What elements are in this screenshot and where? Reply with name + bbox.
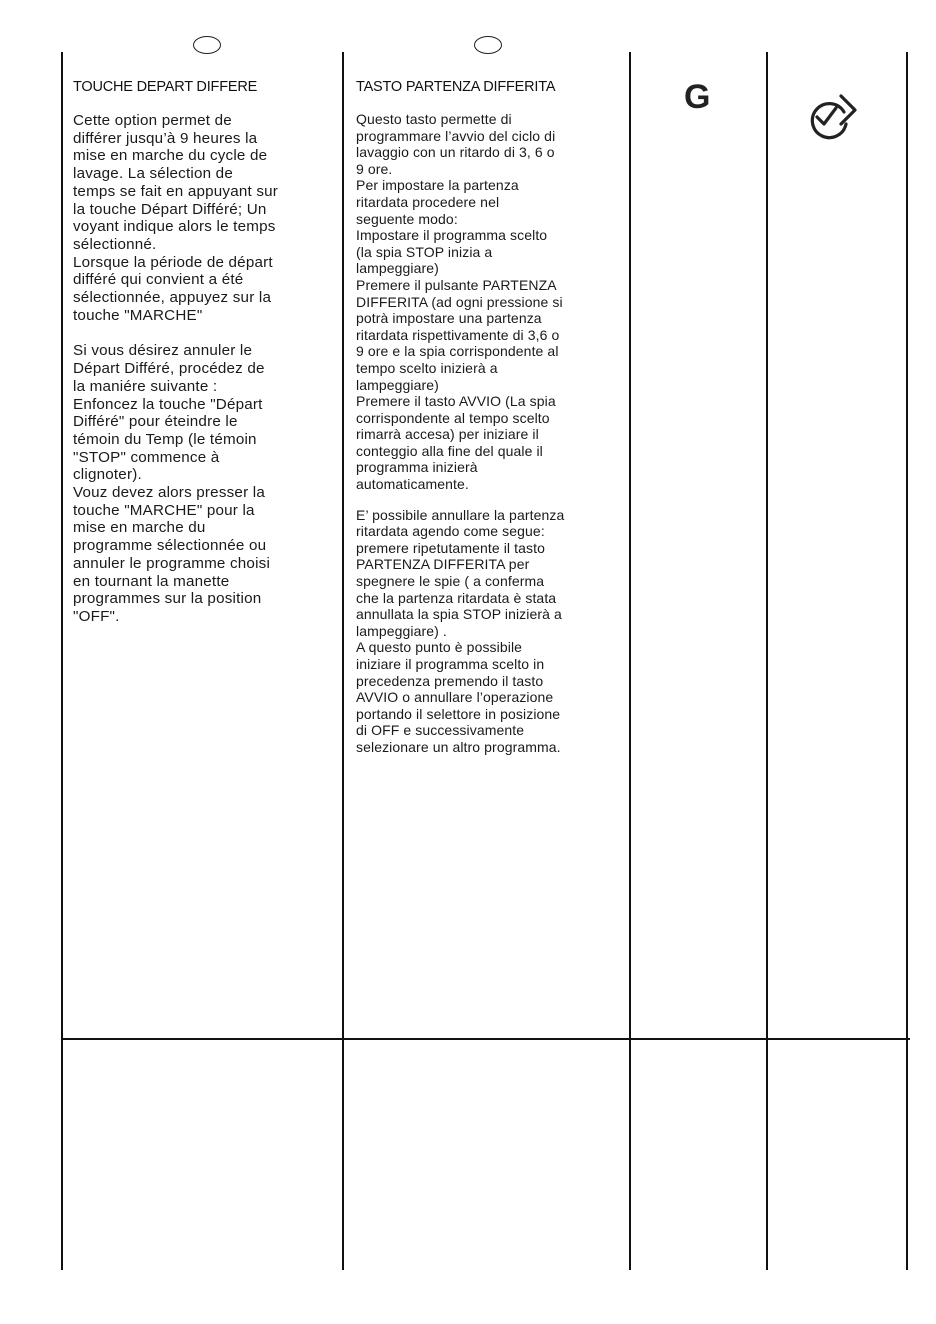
french-paragraph-2: Si vous désirez annuler le Départ Différé, procédez de la maniére suivante : Enfoncez la touche "Départ Différé" pour éteindre le témoin du Temp (le témoin "STOP" commence à clignoter). Vouz devez alors presser la touche "MARCHE" pour la mise en marche du programme sélectionnée ou annuler le programme choisi en tournant la manette programmes sur la position "OFF". xyxy=(73,342,271,625)
reference-letter: G xyxy=(684,78,711,116)
french-column xyxy=(73,79,335,626)
column-divider xyxy=(61,52,63,1270)
italian-column xyxy=(356,79,626,756)
column-divider xyxy=(766,52,768,1270)
french-paragraph-1: Cette option permet de différer jusqu’à 9 heures la mise en marche du cycle de lavage. La sélection de temps se fait en appuyant sur la touche Départ Différé; Un voyant indique alors le temps sélectionné. Lorsque la période de départ différé qui convient a été sélectionnée, appuyez sur la touche "MARCHE" xyxy=(73,112,279,324)
italian-heading: TASTO PARTENZA DIFFERITA xyxy=(356,79,556,95)
italian-paragraph-2: E’ possibile annullare la partenza ritardata agendo come segue: premere ripetutamente il tasto PARTENZA DIFFERITA per spegnere le spie ( a conferma che la partenza ritardata è stata annullata la spia STOP inizierà a lampeggiare) . A questo punto è possibile iniziare il programma scelto in precedenza premendo il tasto AVVIO o annullare l’operazione portando il selettore in posizione di OFF e successivamente selezionare un altro programma. xyxy=(356,506,565,755)
column-divider xyxy=(629,52,631,1270)
language-marker-french xyxy=(193,36,221,54)
italian-paragraph-1: Questo tasto permette di programmare l’avvio del ciclo di lavaggio con un ritardo di 3, 6 o 9 ore. Per impostare la partenza ritardata procedere nel seguente modo: Impostare il programma scelto (la spia STOP inizia a lampeggiare) Premere il pulsante PARTENZA DIFFERITA (ad ogni pressione si potrà impostare una partenza ritardata rispettivamente di 3,6 o 9 ore e la spia corrispondente al tempo scelto inizierà a lampeggiare) Premere il tasto AVVIO (La spia corrispondente al tempo scelto rimarrà accesa) per iniziare il conteggio alla fine del quale il programma inizierà automaticamente. xyxy=(356,111,563,493)
french-heading: TOUCHE DEPART DIFFERE xyxy=(73,79,258,95)
column-divider xyxy=(342,52,344,1270)
delayed-start-timer-icon xyxy=(804,94,860,140)
column-divider xyxy=(906,52,908,1270)
language-marker-italian xyxy=(474,36,502,54)
row-divider xyxy=(61,1038,910,1040)
